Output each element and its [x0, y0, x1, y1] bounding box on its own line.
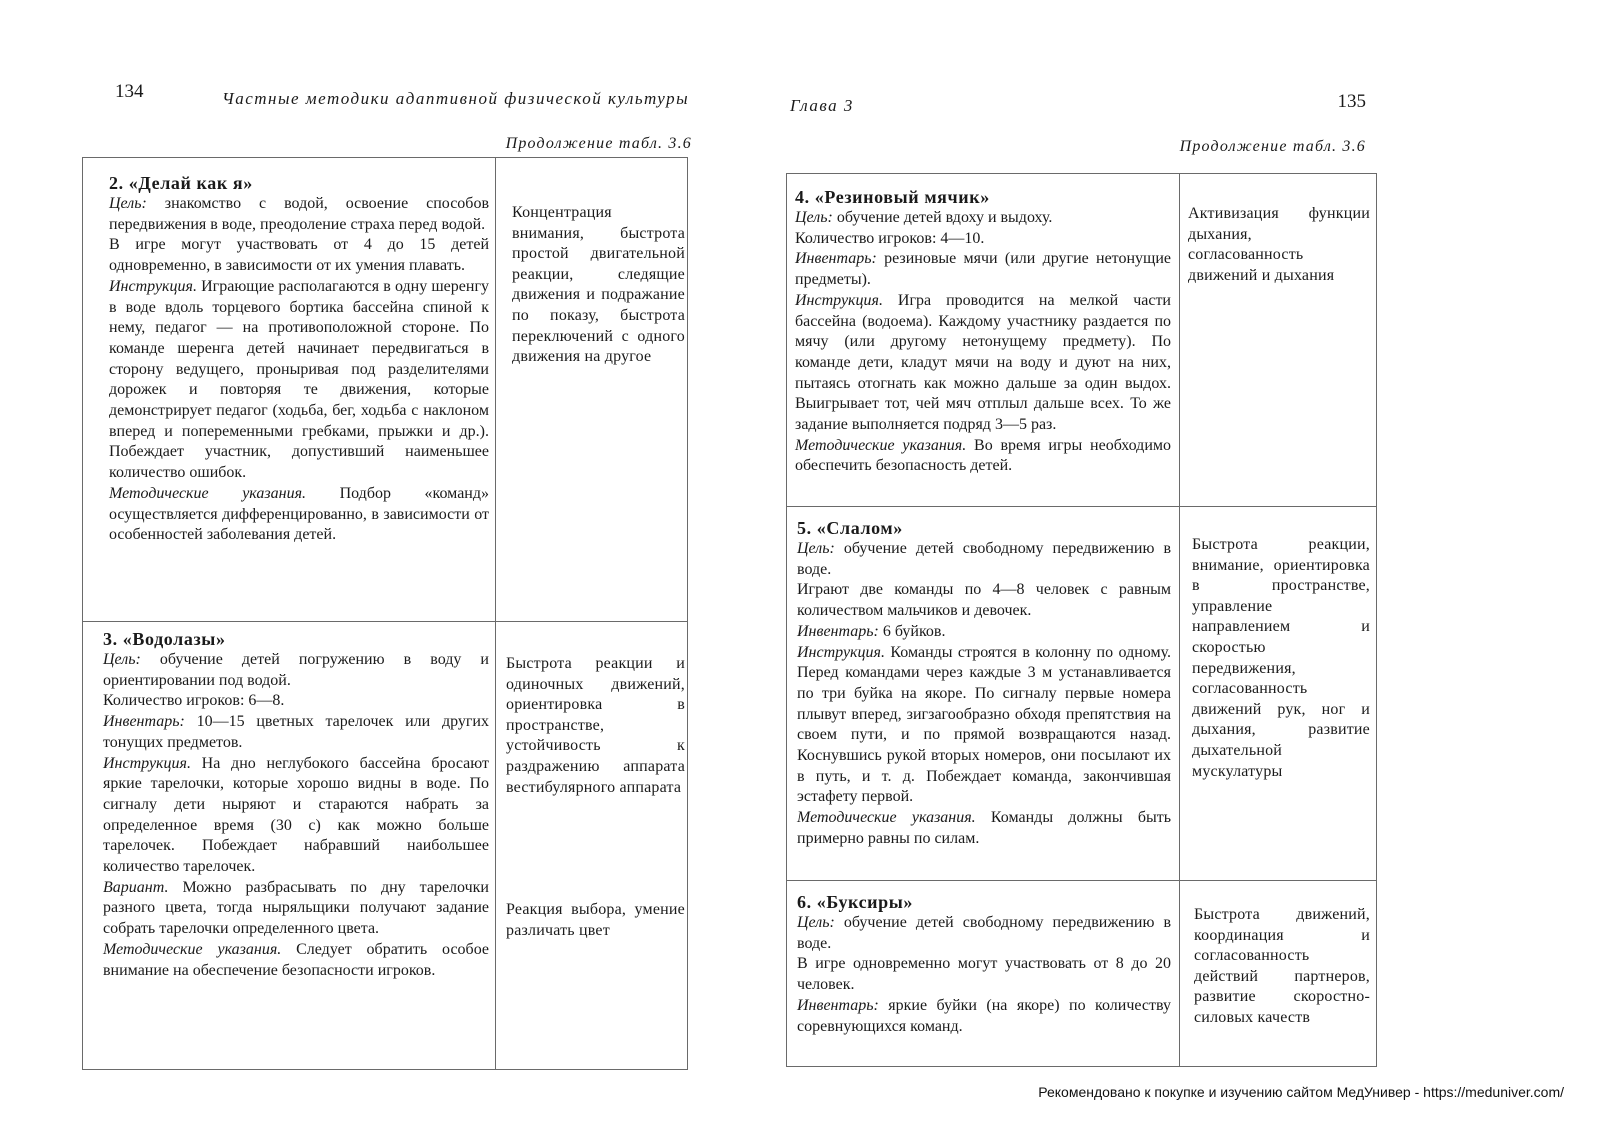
game-goal-text: Быстрота движений, координация и согласованность действий партнеров, развитие скоростно-силовых качеств [1194, 906, 1370, 1026]
game-paragraph: Инвентарь: 10—15 цветных тарелочек или других тонущих предметов. [103, 713, 489, 751]
game-description-cell [787, 881, 1179, 1037]
game-title: 3. «Водолазы» [103, 629, 226, 649]
game-paragraph: Вариант. Можно разбрасывать по дну тарелочки разного цвета, тогда ныряльщики получают задание собрать тарелочки определенного цвета. [103, 878, 489, 938]
table-row [787, 174, 1377, 507]
game-title: 2. «Делай как я» [109, 173, 253, 193]
table-row [787, 507, 1377, 881]
game-title: 5. «Слалом» [797, 518, 903, 538]
game-paragraph: Методические указания. Команды должны быть примерно равны по силам. [797, 809, 1171, 847]
game-paragraph: Инструкция. Играющие располагаются в одну шеренгу в воде вдоль торцевого бортика бассейна спиной к нему, педагог — на противоположной стороне. По команде шеренга детей начинает передвигаться в сторону ведущего, проныривая под разделителями дорожек и повторяя те движения, которые демонстрирует педагог (ходьба, бег, ходьба с наклоном вперед и попеременными гребками, прыжки и др.). Побеждает участник, допустивший наименьшее количество ошибок. [109, 277, 489, 482]
game-paragraph: Методические указания. Подбор «команд» осуществляется дифференцированно, в зависимости от особенностей заболевания детей. [109, 484, 489, 544]
table-row [83, 622, 688, 1070]
table-row [83, 158, 688, 622]
game-goal-cell [1180, 507, 1376, 782]
game-paragraph: Цель: обучение детей погружению в воду и ориентировании под водой. [103, 651, 489, 689]
game-paragraph: В игре могут участвовать от 4 до 15 детей одновременно, в зависимости от их умения плавать. [109, 236, 489, 275]
right-chapter-label: Глава 3 [790, 96, 854, 115]
game-paragraph: Количество игроков: 6—8. [103, 692, 285, 710]
right-page-number: 135 [1337, 91, 1366, 112]
left-running-head: Частные методики адаптивной физической культуры [222, 89, 690, 108]
site-recommendation-footer: Рекомендовано к покупке и изучению сайтом МедУнивер - https://meduniver.com/ [1038, 1084, 1564, 1100]
game-paragraph: Цель: обучение детей свободному передвижению в воде. [797, 914, 1171, 952]
game-paragraph: Инвентарь: яркие буйки (на якоре) по количеству соревнующихся команд. [797, 996, 1171, 1035]
right-table-continuation: Продолжение табл. 3.6 [1179, 138, 1366, 155]
game-goal-cell [496, 622, 687, 941]
game-paragraph: Инвентарь: 6 буйков. [797, 622, 946, 640]
game-paragraph: Инвентарь: резиновые мячи (или другие нетонущие предметы). [795, 250, 1171, 289]
game-title: 4. «Резиновый мячик» [795, 187, 990, 207]
game-paragraph: Количество игроков: 4—10. [795, 229, 985, 247]
left-table-continuation: Продолжение табл. 3.6 [505, 135, 692, 152]
game-goal-text: Активизация функции дыхания, согласованность движений и дыхания [1188, 205, 1370, 284]
game-description-cell [83, 158, 495, 546]
game-goal-text: Быстрота реакции и одиночных движений, ориентировка в пространстве, устойчивость к раздражению аппарата вестибулярного аппарата [506, 655, 685, 796]
game-goal-cell [496, 158, 687, 368]
left-games-table [82, 157, 688, 1070]
game-paragraph: Инструкция. На дно неглубокого бассейна бросают яркие тарелочки, которые хорошо видны в воде. По сигналу дети ныряют и стараются набрать за определенное время (30 с) как можно больше тарелочек. Побеждает набравший наибольшее количество тарелочек. [103, 754, 489, 876]
game-paragraph: Методические указания. Во время игры необходимо обеспечить безопасность детей. [795, 436, 1171, 475]
game-paragraph: Цель: обучение детей вдоху и выдоху. [795, 209, 1053, 226]
game-paragraph: Играют две команды по 4—8 человек с равным количеством мальчиков и девочек. [797, 581, 1171, 620]
game-goal-text: Концентрация внимания, быстрота простой двигательной реакции, следящие движения и подражание по показу, быстрота переключений с одного движения на другое [512, 204, 685, 366]
game-description-cell [787, 507, 1179, 850]
game-description-cell [83, 622, 495, 981]
game-paragraph: Цель: знакомство с водой, освоение способов передвижения в воде, преодоление страха перед водой. [109, 195, 489, 233]
left-page-number: 134 [115, 81, 144, 102]
game-title: 6. «Буксиры» [797, 892, 913, 912]
game-goal-cell [1180, 881, 1376, 1029]
game-goal-text: Быстрота реакции, внимание, ориентировка в пространстве, управление направлением и скоростью передвижения, согласованность движений рук, ног и дыхания, развитие дыхательной мускулатуры [1192, 536, 1370, 780]
game-goal-cell [1180, 174, 1376, 286]
game-description-cell [787, 174, 1179, 477]
game-paragraph: Методические указания. Следует обратить особое внимание на обеспечение безопасности игроков. [103, 940, 489, 979]
game-paragraph: Инструкция. Игра проводится на мелкой части бассейна (водоема). Каждому участнику раздается по мячу (или другому нетонущему предмету). По команде дети, кладут мячи на воду и дуют на них, пытаясь отогнать как можно дальше за один выдох. Выигрывает тот, чей мяч отплыл дальше всех. То же задание выполняется подряд 3—5 раз. [795, 291, 1171, 434]
table-row [787, 881, 1377, 1067]
game-paragraph: Инструкция. Команды строятся в колонну по одному. Перед командами через каждые 3 м устанавливается по три буйка на якоре. По сигналу первые номера плывут вперед, зигзагообразно обходя препятствия на своем пути, и по прямой возвращаются назад. Коснувшись рукой вторых номеров, они посылают их в путь, и т. д. Побеждает команда, закончившая эстафету первой. [797, 643, 1171, 806]
right-games-table [786, 173, 1377, 1067]
game-paragraph: В игре одновременно могут участвовать от 8 до 20 человек. [797, 955, 1171, 994]
game-paragraph: Цель: обучение детей свободному передвижению в воде. [797, 540, 1171, 578]
game-goal-text: Реакция выбора, умение различать цвет [506, 901, 685, 939]
